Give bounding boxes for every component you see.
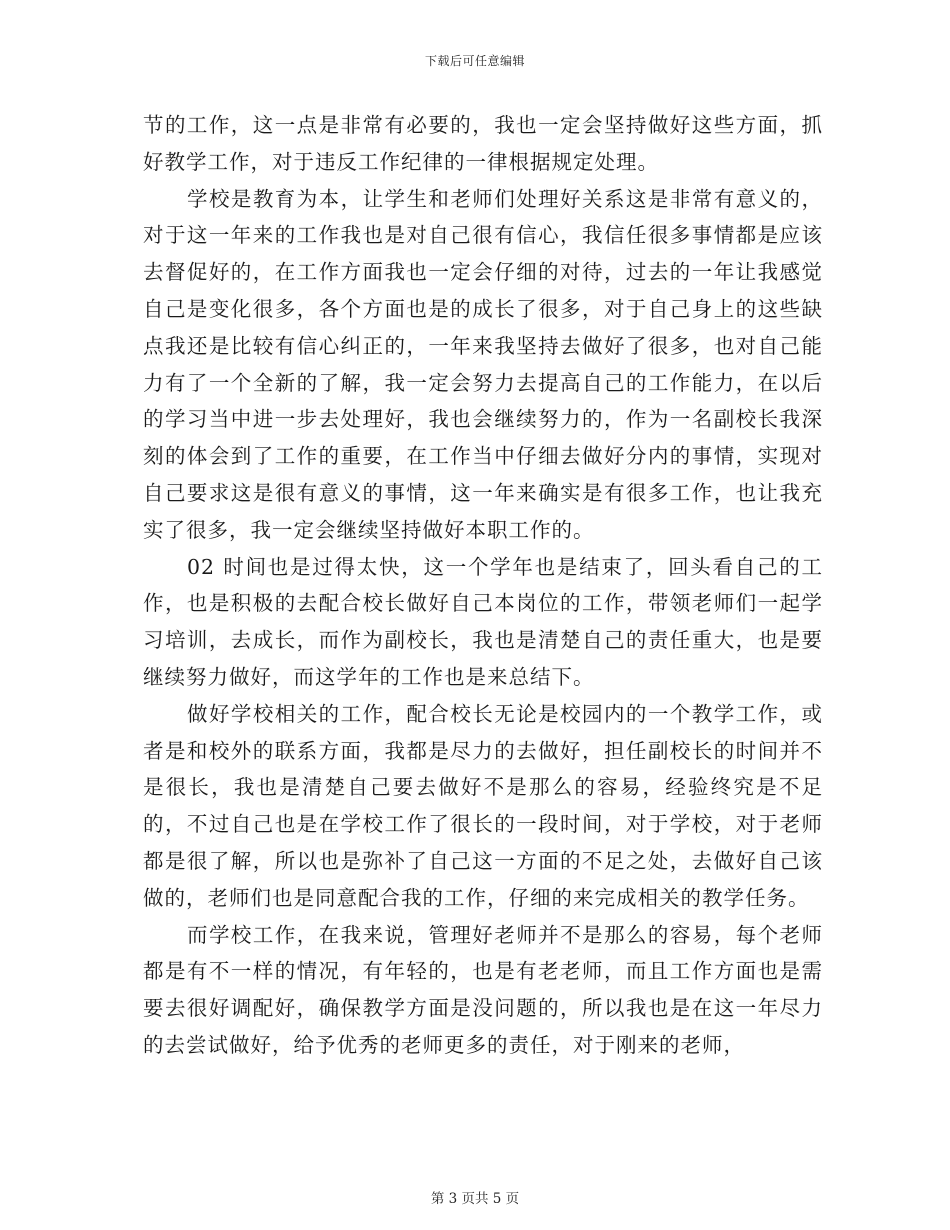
document-body (143, 107, 823, 1064)
page-header: 下载后可任意编辑 (424, 54, 525, 68)
page-footer: 第 3 页共 5 页 (430, 1191, 520, 1207)
paragraph-4: 做好学校相关的工作，配合校长无论是校园内的一个教学工作，或者是和校外的联系方面，我都是尽力的去做好，担任副校长的时间并不是很长，我也是清楚自己要去做好不是那么的容易，经验终究是不足的，不过自己也是在学校工作了很长的一段时间，对于学校，对于老师都是很了解，所以也是弥补了自己这一方面的不足之处，去做好自己该做的，老师们也是同意配合我的工作，仔细的来完成相关的教学任务。 (143, 701, 823, 910)
paragraph-1: 节的工作，这一点是非常有必要的，我也一定会坚持做好这些方面，抓好教学工作，对于违反工作纪律的一律根据规定处理。 (143, 113, 823, 174)
paragraph-5: 而学校工作，在我来说，管理好老师并不是那么的容易，每个老师都是有不一样的情况，有年轻的，也是有老老师，而且工作方面也是需要去很好调配好，确保教学方面是没问题的，所以我也是在这一年尽力的去尝试做好，给予优秀的老师更多的责任，对于刚来的老师， (143, 922, 823, 1057)
paragraph-2: 学校是教育为本，让学生和老师们处理好关系这是非常有意义的，对于这一年来的工作我也是对自己很有信心，我信任很多事情都是应该去督促好的，在工作方面我也一定会仔细的对待，过去的一年让我感觉自己是变化很多，各个方面也是的成长了很多，对于自己身上的这些缺点我还是比较有信心纠正的，一年来我坚持去做好了很多，也对自己能力有了一个全新的了解，我一定会努力去提高自己的工作能力，在以后的学习当中进一步去处理好，我也会继续努力的，作为一名副校长我深刻的体会到了工作的重要，在工作当中仔细去做好分内的事情，实现对自己要求这是很有意义的事情，这一年来确实是有很多工作，也让我充实了很多，我一定会继续坚持做好本职工作的。 (143, 186, 823, 542)
paragraph-3: 02 时间也是过得太快，这一个学年也是结束了，回头看自己的工作，也是积极的去配合校长做好自己本岗位的工作，带领老师们一起学习培训，去成长，而作为副校长，我也是清楚自己的责任重大，也是要继续努力做好，而这学年的工作也是来总结下。 (143, 554, 823, 689)
